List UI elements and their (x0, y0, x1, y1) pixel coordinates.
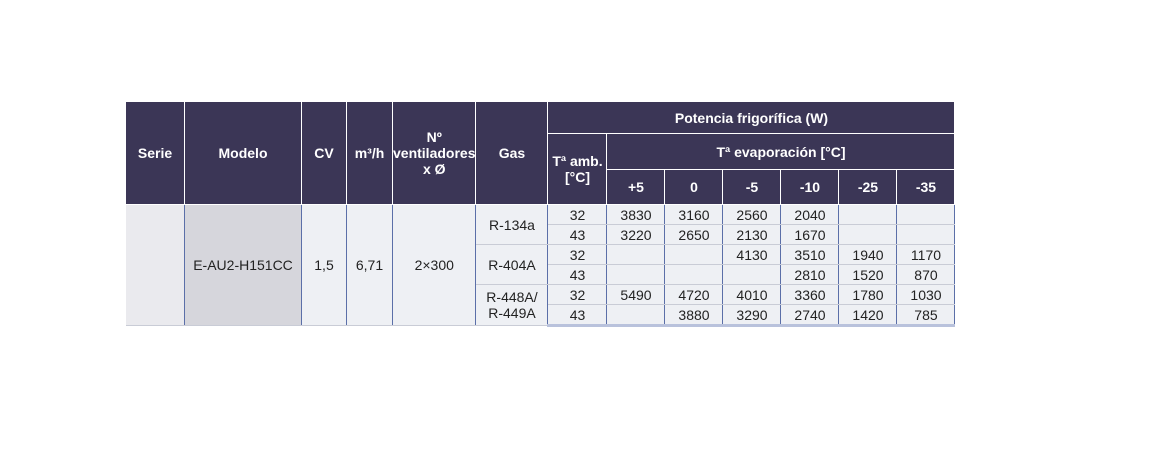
header-evap-0: 0 (665, 170, 723, 205)
cell-caudal: 6,71 (347, 205, 393, 326)
cell-serie (126, 205, 185, 326)
cell-t-amb: 43 (548, 265, 607, 285)
cell-gas-r404a: R-404A (476, 245, 548, 285)
header-t-amb-line-2: [°C] (564, 169, 590, 185)
header-t-evaporacion: Tª evaporación [°C] (607, 134, 955, 170)
header-cv: CV (302, 102, 347, 205)
cell-gas-r448a-r449a (476, 285, 548, 326)
header-evap-minus25: -25 (839, 170, 897, 205)
specifications-table (125, 101, 955, 327)
gas-name-line-1: R-448A/ (486, 289, 538, 305)
cell-t-amb: 32 (548, 205, 607, 225)
header-caudal: m³/h (347, 102, 393, 205)
cell-value: 1520 (839, 265, 897, 285)
cell-value: 2130 (723, 225, 781, 245)
header-gas: Gas (476, 102, 548, 205)
cell-value: 1670 (781, 225, 839, 245)
cell-value: 870 (897, 265, 955, 285)
header-t-amb (548, 134, 607, 205)
cell-value: 3220 (607, 225, 665, 245)
cell-value: 5490 (607, 285, 665, 305)
header-ventiladores-line-2: ventiladores (393, 145, 476, 161)
cell-value: 4010 (723, 285, 781, 305)
cell-value (897, 205, 955, 225)
spec-table-wrapper (125, 101, 955, 327)
cell-value (839, 205, 897, 225)
cell-value: 4130 (723, 245, 781, 265)
header-evap-minus35: -35 (897, 170, 955, 205)
cell-t-amb: 43 (548, 225, 607, 245)
cell-value: 3160 (665, 205, 723, 225)
cell-value (897, 225, 955, 245)
cell-value: 3510 (781, 245, 839, 265)
cell-value (607, 245, 665, 265)
cell-value (723, 265, 781, 285)
header-evap-minus5: -5 (723, 170, 781, 205)
header-ventiladores (393, 102, 476, 205)
header-ventiladores-line-1: Nº (426, 129, 442, 145)
header-modelo: Modelo (185, 102, 302, 205)
cell-gas-r134a: R-134a (476, 205, 548, 245)
cell-value: 1030 (897, 285, 955, 305)
cell-value: 4720 (665, 285, 723, 305)
cell-value: 3360 (781, 285, 839, 305)
cell-value: 785 (897, 305, 955, 326)
cell-value: 1170 (897, 245, 955, 265)
cell-value (607, 265, 665, 285)
cell-value: 1420 (839, 305, 897, 326)
header-evap-plus5: +5 (607, 170, 665, 205)
cell-value (665, 245, 723, 265)
cell-value (665, 265, 723, 285)
header-serie: Serie (126, 102, 185, 205)
cell-value: 3290 (723, 305, 781, 326)
cell-value: 2650 (665, 225, 723, 245)
cell-value: 1780 (839, 285, 897, 305)
cell-ventiladores: 2×300 (393, 205, 476, 326)
cell-value (839, 225, 897, 245)
cell-value: 2810 (781, 265, 839, 285)
cell-value: 1940 (839, 245, 897, 265)
cell-value: 2040 (781, 205, 839, 225)
cell-t-amb: 32 (548, 285, 607, 305)
header-evap-minus10: -10 (781, 170, 839, 205)
cell-value: 3880 (665, 305, 723, 326)
cell-value (607, 305, 665, 326)
cell-modelo: E-AU2-H151CC (185, 205, 302, 326)
cell-value: 2560 (723, 205, 781, 225)
cell-value: 2740 (781, 305, 839, 326)
cell-value: 3830 (607, 205, 665, 225)
header-potencia-frigorifica: Potencia frigorífica (W) (548, 102, 955, 134)
header-t-amb-line-1: Tª amb. (552, 153, 603, 169)
cell-cv: 1,5 (302, 205, 347, 326)
cell-t-amb: 32 (548, 245, 607, 265)
header-ventiladores-line-3: x Ø (422, 161, 446, 177)
table-row (126, 205, 955, 225)
cell-t-amb: 43 (548, 305, 607, 326)
gas-name-line-2: R-449A (488, 305, 536, 321)
